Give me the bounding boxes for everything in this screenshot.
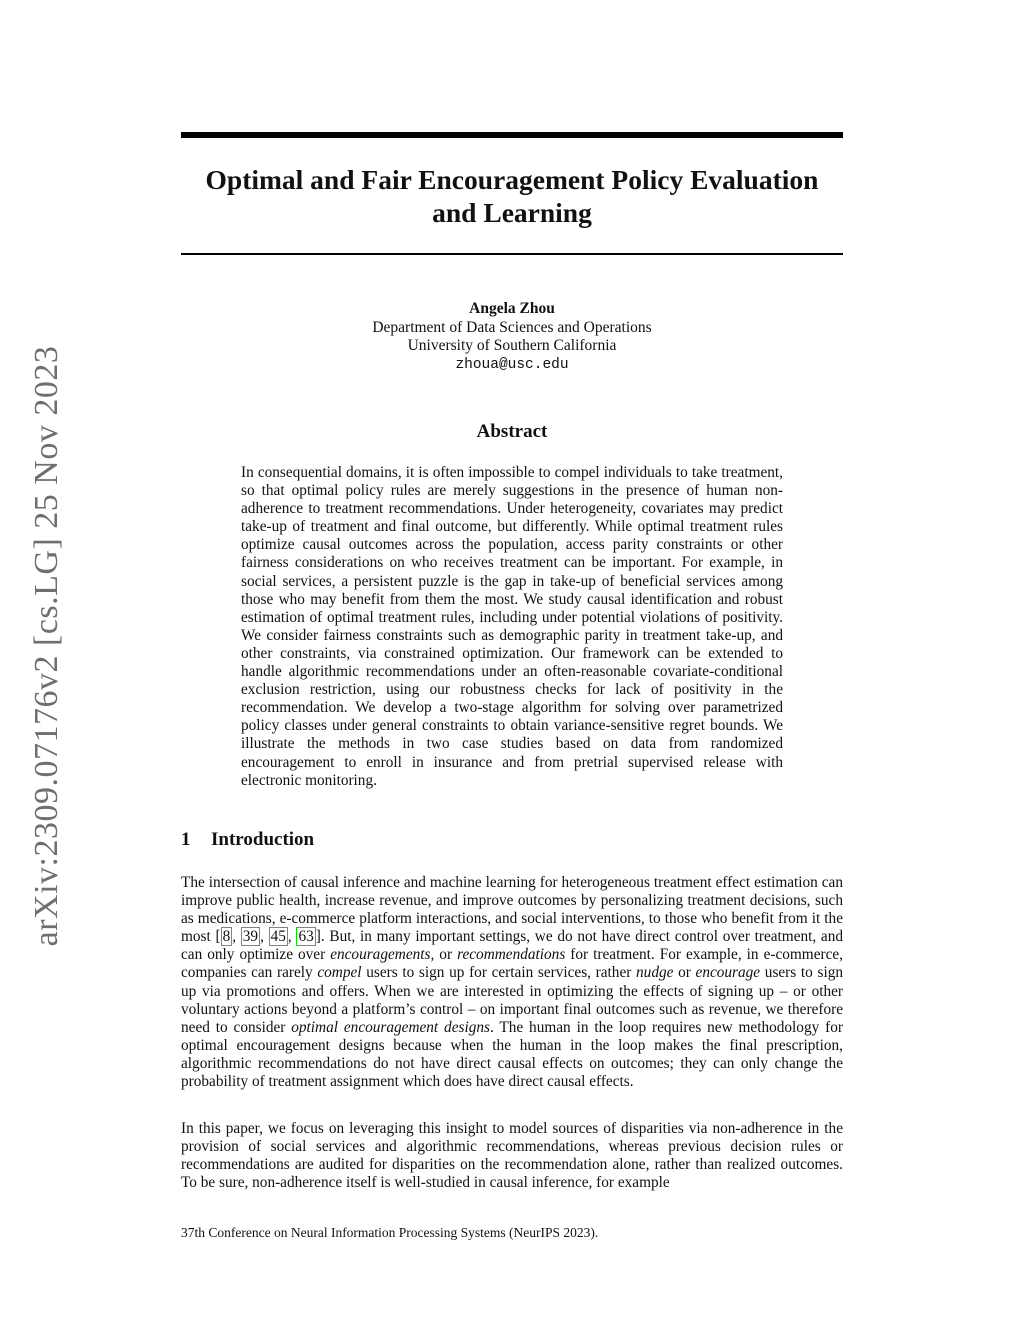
paper-title	[181, 163, 843, 229]
abstract-heading: Abstract	[476, 421, 548, 442]
intro-paragraph-2: In this paper, we focus on leveraging this insight to model sources of disparities via non-adherence in the provision of social services and algorithmic recommendations, whereas previous decision rules or recommendations are audited for disparities on the recommendation alone, rather than realized outcomes. To be sure, non-adherence itself is well-studied in causal inference, for example	[181, 1120, 843, 1192]
author-email: zhoua@usc.edu	[455, 356, 569, 373]
citation-link[interactable]: 63	[298, 928, 314, 946]
citation-link[interactable]: 39	[242, 928, 259, 946]
section-title: Introduction	[211, 829, 315, 850]
emphasis: recommendations	[457, 946, 566, 964]
text-run: , or	[430, 946, 458, 964]
title-bottom-rule	[181, 253, 843, 255]
conference-footnote: 37th Conference on Neural Information Processing Systems (NeurIPS 2023).	[181, 1225, 599, 1240]
section-number: 1	[181, 829, 191, 850]
emphasis: optimal encouragement designs	[291, 1018, 490, 1036]
citation-link[interactable]: 8	[222, 928, 231, 946]
emphasis: compel	[317, 964, 362, 982]
text-run: . The human in the loop requires new methodology for optimal encouragement designs because when the human in the loop makes the final prescription, algorithmic recommendations do not have direct causal effects on outcomes; they can only change the probability of treatment assignment which does have direct causal effects.	[181, 1018, 843, 1091]
emphasis: nudge	[636, 964, 674, 982]
intro-paragraph-1: The intersection of causal inference and machine learning for heterogeneous treatment effect estimation can improve public health, increase revenue, and improve outcomes by personalizing treatment decisions, such as medications, e-commerce platform interactions, and social interventions, to those who benefit from it the most [ 8 , 39 , 45 , 63 ]. But, in many important settings, we do not have direct control over treatment, and can only optimize over encouragements, or recommendations for treatment. For example, in e-commerce, companies can rarely compel users to sign up for certain services, rather nudge or encourage users to sign up via promotions and offers. When we are interested in optimizing the effects of signing up – or other voluntary actions beyond a platform’s control – on important final outcomes such as revenue, we therefore need to consider optimal encouragement designs. The human in the loop requires new methodology for optimal encouragement designs because when the human in the loop makes the final prescription, algorithmic recommendations do not have direct causal effects on outcomes; they can only change the probability of treatment assignment which does have direct causal effects.	[181, 874, 844, 1091]
text-run: for treatment. For example, in e-commerce, companies can rarely	[181, 946, 843, 982]
abstract-body: In consequential domains, it is often impossible to compel individuals to take treatment, so that optimal policy rules are merely suggestions in the presence of human non-adherence to treatment recommendations. Under heterogeneity, covariates may predict take-up of treatment and final outcome, but differently. While optimal treatment rules optimize causal outcomes across the population, access parity constraints or other fairness considerations on who receives treatment can be important. For example, in social services, a persistent puzzle is the gap in take-up of beneficial services among those who may benefit from them the most. We study causal identification and robust estimation of optimal treatment rules, including under potential violations of positivity. We consider fairness constraints such as demographic parity in treatment take-up, and other constraints, via constrained optimization. Our framework can be extended to handle algorithmic recommendations under an often-reasonable covariate-conditional exclusion restriction, using our robustness checks for lack of positivity in the recommendation. We develop a two-stage algorithm for solving over parametrized policy classes under general constraints to obtain variance-sensitive regret bounds. We illustrate the methods in two case studies based on data from randomized encouragement to enroll in insurance and from pretrial supervised release with electronic monitoring.	[241, 464, 783, 789]
text-run: or	[673, 964, 696, 982]
title-top-rule	[181, 132, 843, 138]
section-heading-introduction	[181, 829, 314, 851]
text-run: The intersection of causal inference and machine learning for heterogeneous treatment effect estimation can improve public health, increase revenue, and improve outcomes by personalizing treatment decisions, such as medications, e-commerce platform interactions, and social interventions, to those who benefit from it the most [	[181, 874, 843, 946]
title-line-1: Optimal and Fair Encouragement Policy Evaluation	[205, 164, 819, 195]
author-block	[181, 300, 843, 374]
text-run: users to sign up for certain services, rather	[361, 964, 637, 982]
emphasis: encouragements	[330, 946, 431, 964]
text-run: users to sign up via promotions and offers. When we are interested in optimizing the effects of signing up – or other voluntary actions beyond a platform’s control – on important final outcomes such as revenue, we therefore need to consider	[181, 964, 843, 1036]
author-department: Department of Data Sciences and Operations	[372, 318, 652, 336]
citation-link[interactable]: 45	[270, 928, 286, 946]
author-university: University of Southern California	[407, 337, 617, 355]
title-line-2: and Learning	[432, 197, 592, 228]
arxiv-identifier: arXiv:2309.07176v2 [cs.LG] 25 Nov 2023	[28, 345, 65, 947]
author-name: Angela Zhou	[469, 300, 555, 317]
text-run: ]. But, in many important settings, we do not have direct control over treatment, and can only optimize over	[181, 928, 844, 964]
emphasis: encourage	[695, 964, 761, 982]
